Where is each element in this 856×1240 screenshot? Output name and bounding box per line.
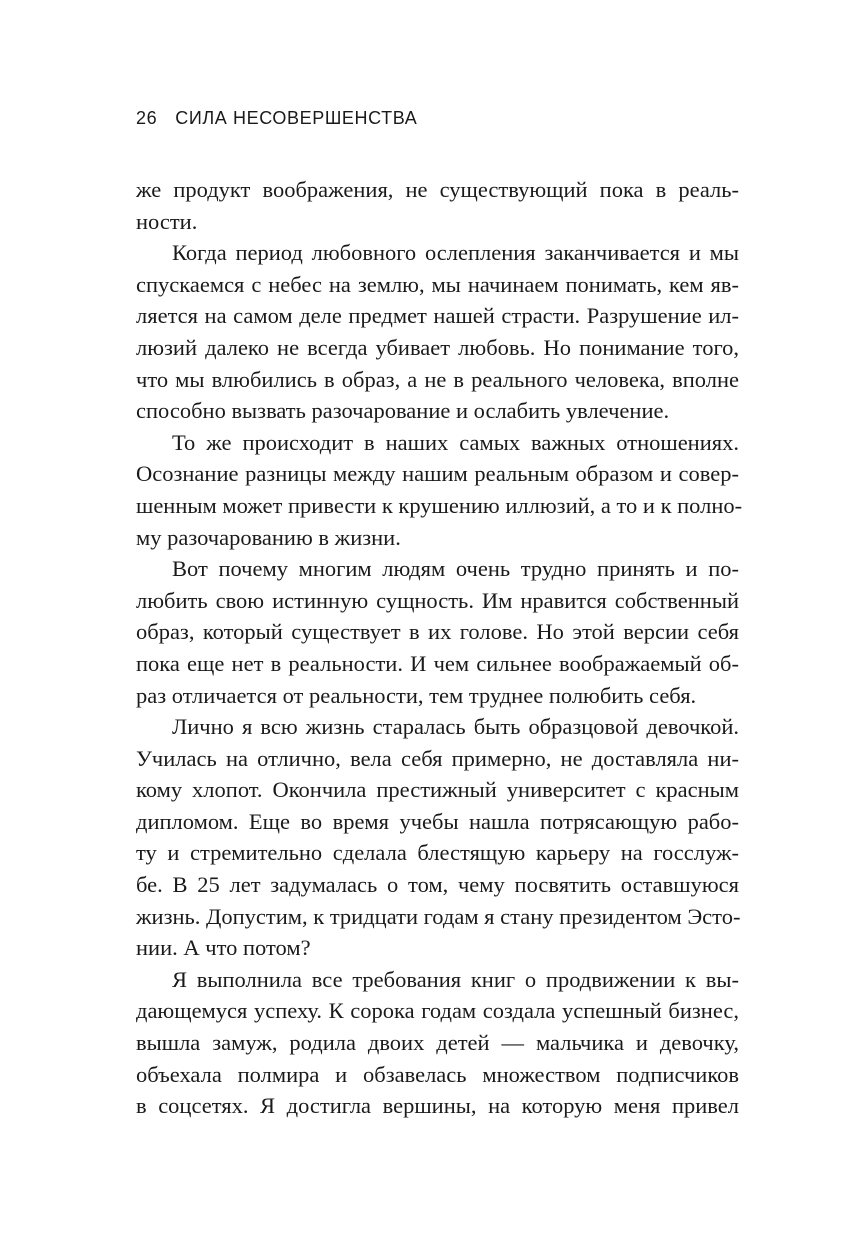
text-line: ту и стремительно сделала блестящую карьеру на госслуж- (136, 840, 739, 866)
text-line: раз отличается от реальности, тем труднее полюбить себя. (136, 682, 697, 708)
text-line: Осознание разницы между нашим реальным образом и совер- (136, 461, 739, 487)
text-line: люзий далеко не всегда убивает любовь. Но понимание того, (136, 334, 739, 360)
text-line: вышла замуж, родила двоих детей — мальчика и девочку, (136, 1030, 739, 1056)
text-line: дипломом. Еще во время учебы нашла потрясающую рабо- (136, 808, 739, 834)
text-line: ности. (136, 208, 198, 234)
text-line: Я выполнила все требования книг о продвижении к вы- (172, 966, 739, 992)
text-line: пока еще нет в реальности. И чем сильнее воображаемый об- (136, 650, 739, 676)
text-line: спускаемся с небес на землю, мы начинаем понимать, кем яв- (136, 271, 739, 297)
text-line: шенным может привести к крушению иллюзий, а то и к полно- (136, 492, 743, 518)
running-head (136, 108, 417, 129)
page-number: 26 (136, 108, 158, 128)
text-line: дающемуся успеху. К сорока годам создала успешный бизнес, (136, 998, 739, 1024)
text-line: же продукт воображения, не существующий пока в реаль- (136, 177, 739, 202)
text-line: Лично я всю жизнь старалась быть образцовой девочкой. (172, 714, 739, 740)
text-line: кому хлопот. Окончила престижный университет с красным (136, 777, 739, 803)
text-line: объехала полмира и обзавелась множеством подписчиков (136, 1061, 739, 1087)
text-line: что мы влюбились в образ, а не в реального человека, вполне (136, 366, 739, 392)
text-line: Училась на отлично, вела себя примерно, не доставляла ни- (136, 745, 739, 771)
text-line: в соцсетях. Я достигла вершины, на которую меня привел (136, 1093, 739, 1119)
text-line: нии. А что потом? (136, 935, 311, 961)
text-line: образ, который существует в их голове. Но этой версии себя (136, 619, 739, 645)
book-title: СИЛА НЕСОВЕРШЕНСТВА (175, 108, 418, 128)
text-line: То же происходит в наших самых важных отношениях. (172, 429, 739, 455)
text-line: бе. В 25 лет задумалась о том, чему посвятить оставшуюся (136, 872, 739, 898)
text-line: любить свою истинную сущность. Им нравится собственный (136, 587, 739, 613)
text-line: жизнь. Допустим, к тридцати годам я стану президентом Эсто- (136, 903, 741, 929)
text-line: Вот почему многим людям очень трудно принять и по- (172, 556, 739, 582)
text-line: му разочарованию в жизни. (136, 524, 401, 550)
text-line: ляется на самом деле предмет нашей страсти. Разрушение ил- (136, 303, 739, 329)
text-line: Когда период любовного ослепления заканчивается и мы (172, 240, 739, 266)
body-text (136, 174, 743, 1122)
text-line: способно вызвать разочарование и ослабить увлечение. (136, 398, 670, 424)
